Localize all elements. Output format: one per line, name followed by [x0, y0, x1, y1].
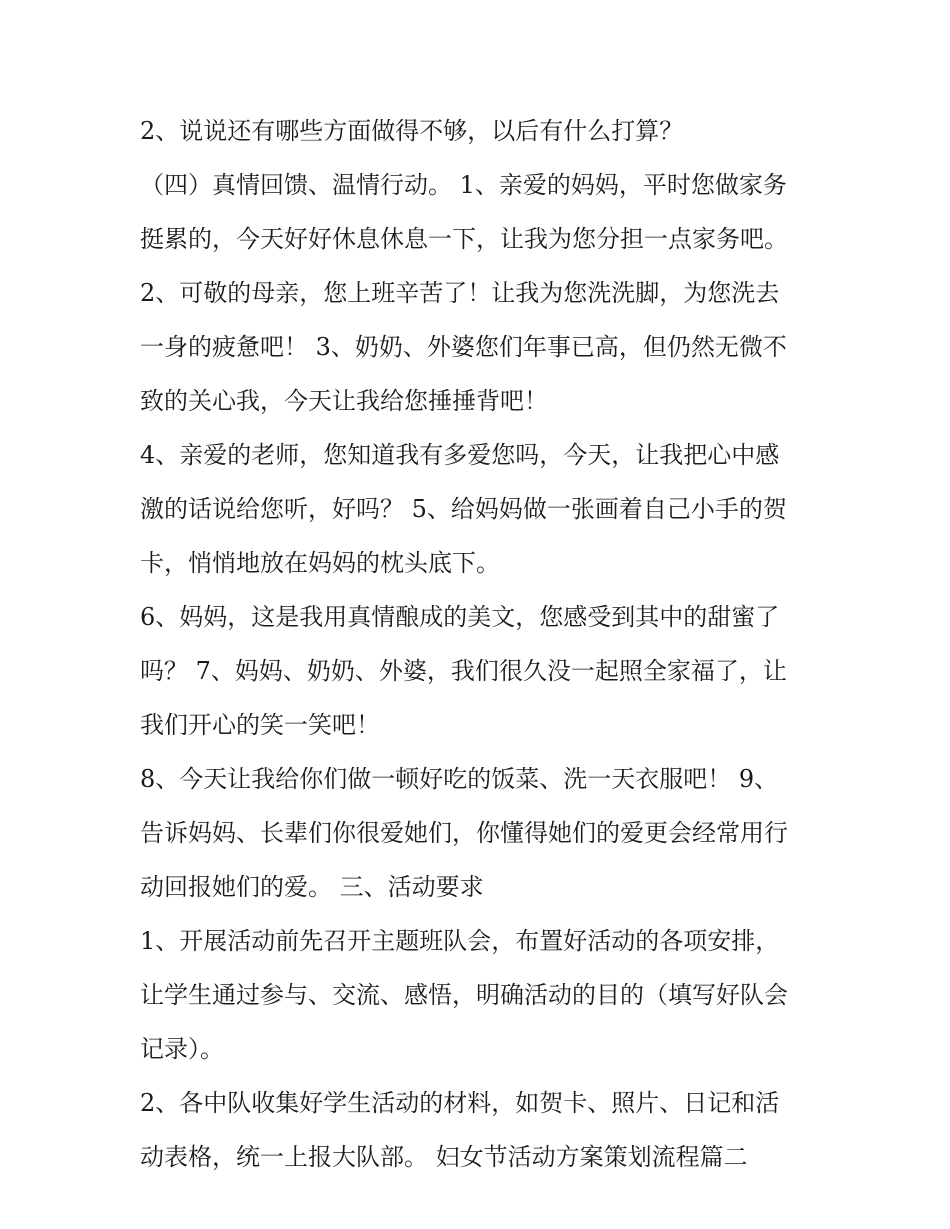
text-line: 2、说说还有哪些方面做得不够，以后有什么打算？: [140, 117, 684, 145]
document-body: [140, 108, 830, 1184]
text-line: 致的关心我，今天让我给您捶捶背吧！: [140, 387, 548, 415]
text-line: 激的话说给您听，好吗？ 5、给妈妈做一张画着自己小手的贺: [140, 495, 787, 523]
text-line: 告诉妈妈、长辈们你很爱她们，你懂得她们的爱更会经常用行: [140, 819, 788, 847]
text-line: 动回报她们的爱。 三、活动要求: [140, 873, 484, 901]
text-line: 动表格，统一上报大队部。 妇女节活动方案策划流程篇二: [140, 1143, 748, 1171]
text-line: 4、亲爱的老师，您知道我有多爱您吗，今天，让我把心中感: [140, 441, 780, 469]
text-line: 2、可敬的母亲，您上班辛苦了！让我为您洗洗脚，为您洗去: [140, 279, 780, 307]
text-line: 吗？ 7、妈妈、奶奶、外婆，我们很久没一起照全家福了，让: [140, 657, 787, 685]
text-line: 卡，悄悄地放在妈妈的枕头底下。: [140, 549, 500, 577]
text-line: 一身的疲惫吧！ 3、奶奶、外婆您们年事已高，但仍然无微不: [140, 333, 787, 361]
text-line: 我们开心的笑一笑吧！: [140, 711, 380, 739]
text-line: 2、各中队收集好学生活动的材料，如贺卡、照片、日记和活: [140, 1089, 780, 1117]
text-line: 1、开展活动前先召开主题班队会，布置好活动的各项安排，: [140, 927, 780, 955]
text-line: 挺累的，今天好好休息休息一下，让我为您分担一点家务吧。: [140, 225, 788, 253]
text-line: 8、今天让我给你们做一顿好吃的饭菜、洗一天衣服吧！ 9、: [140, 765, 779, 793]
text-line: 让学生通过参与、交流、感悟，明确活动的目的（填写好队会: [140, 981, 788, 1009]
text-line: 6、妈妈，这是我用真情酿成的美文，您感受到其中的甜蜜了: [140, 603, 780, 631]
text-line: 记录）。: [140, 1035, 224, 1063]
text-line: （四）真情回馈、温情行动。 1、亲爱的妈妈，平时您做家务: [140, 171, 787, 199]
